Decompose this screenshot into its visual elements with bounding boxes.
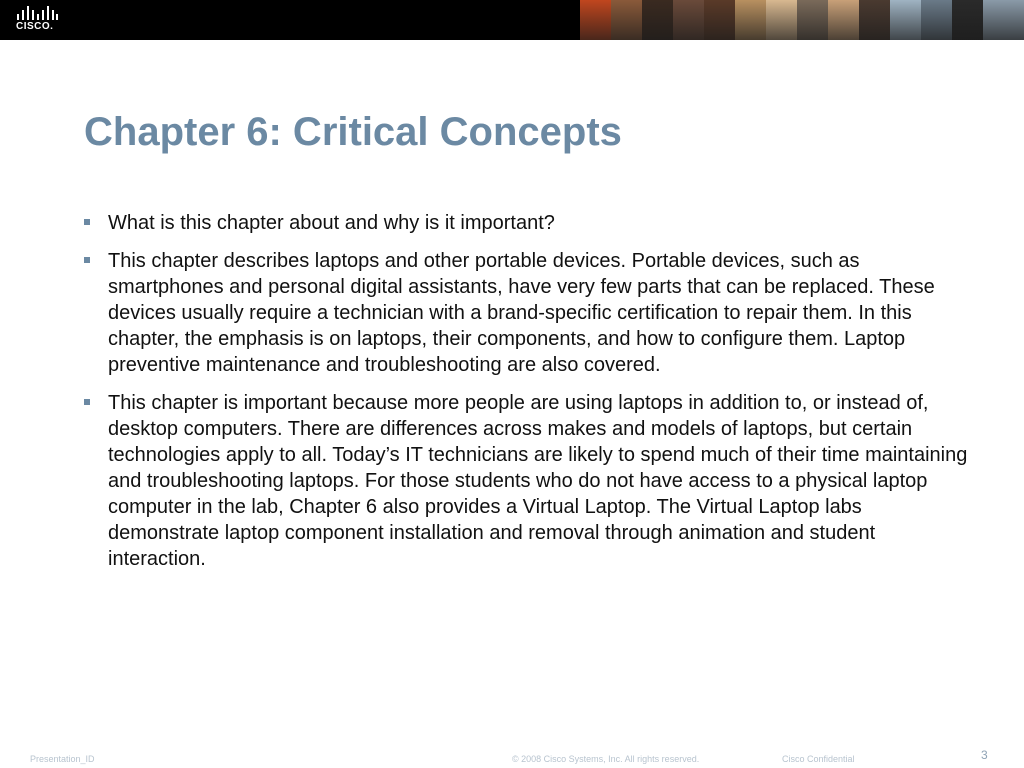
- slide-title: Chapter 6: Critical Concepts: [84, 110, 622, 154]
- cisco-logo-text: CISCO.: [16, 21, 54, 32]
- header-photo-tile: [921, 0, 952, 40]
- page-number: 3: [981, 748, 988, 762]
- header-photo-tile: [952, 0, 983, 40]
- header-photo-tile: [704, 0, 735, 40]
- square-bullet-icon: [84, 219, 90, 225]
- footer-confidential: Cisco Confidential: [782, 754, 855, 764]
- header-photo-tile: [828, 0, 859, 40]
- cisco-bridge-icon: [16, 6, 58, 20]
- header-photo-tile: [859, 0, 890, 40]
- header-photo-tile: [673, 0, 704, 40]
- header-photo-tile: [611, 0, 642, 40]
- bullet-item: [84, 210, 974, 236]
- header-photo-tile: [735, 0, 766, 40]
- footer-presentation-id: Presentation_ID: [30, 754, 95, 764]
- header-photo-tile: [983, 0, 1024, 40]
- cisco-logo: [14, 6, 60, 34]
- bullet-text: This chapter is important because more people are using laptops in addition to, or instead of, desktop computers. There are differences across makes and models of laptops, but certain technologies apply to all. Today’s IT technicians are likely to spend much of their time maintaining and troubleshooting laptops. For those students who do not have access to a physical laptop computer in the lab, Chapter 6 also provides a Virtual Laptop. The Virtual Laptop labs demonstrate laptop component installation and removal through animation and student interaction.: [108, 392, 968, 570]
- bullet-item: [84, 248, 974, 378]
- header-photo-tile: [797, 0, 828, 40]
- bullet-list: [84, 210, 974, 584]
- header-photo-strip: [580, 0, 1024, 40]
- header-photo-tile: [642, 0, 673, 40]
- bullet-text: What is this chapter about and why is it important?: [108, 212, 555, 234]
- bullet-item: [84, 390, 974, 572]
- square-bullet-icon: [84, 399, 90, 405]
- header-photo-tile: [580, 0, 611, 40]
- header-bar: [0, 0, 1024, 40]
- header-photo-tile: [766, 0, 797, 40]
- bullet-text: This chapter describes laptops and other portable devices. Portable devices, such as smartphones and personal digital assistants, have very few parts that can be replaced. These devices usually require a technician with a brand-specific certification to repair them. In this chapter, the emphasis is on laptops, their components, and how to configure them. Laptop preventive maintenance and troubleshooting are also covered.: [108, 250, 935, 376]
- header-photo-tile: [890, 0, 921, 40]
- square-bullet-icon: [84, 257, 90, 263]
- footer-copyright: © 2008 Cisco Systems, Inc. All rights reserved.: [512, 754, 700, 764]
